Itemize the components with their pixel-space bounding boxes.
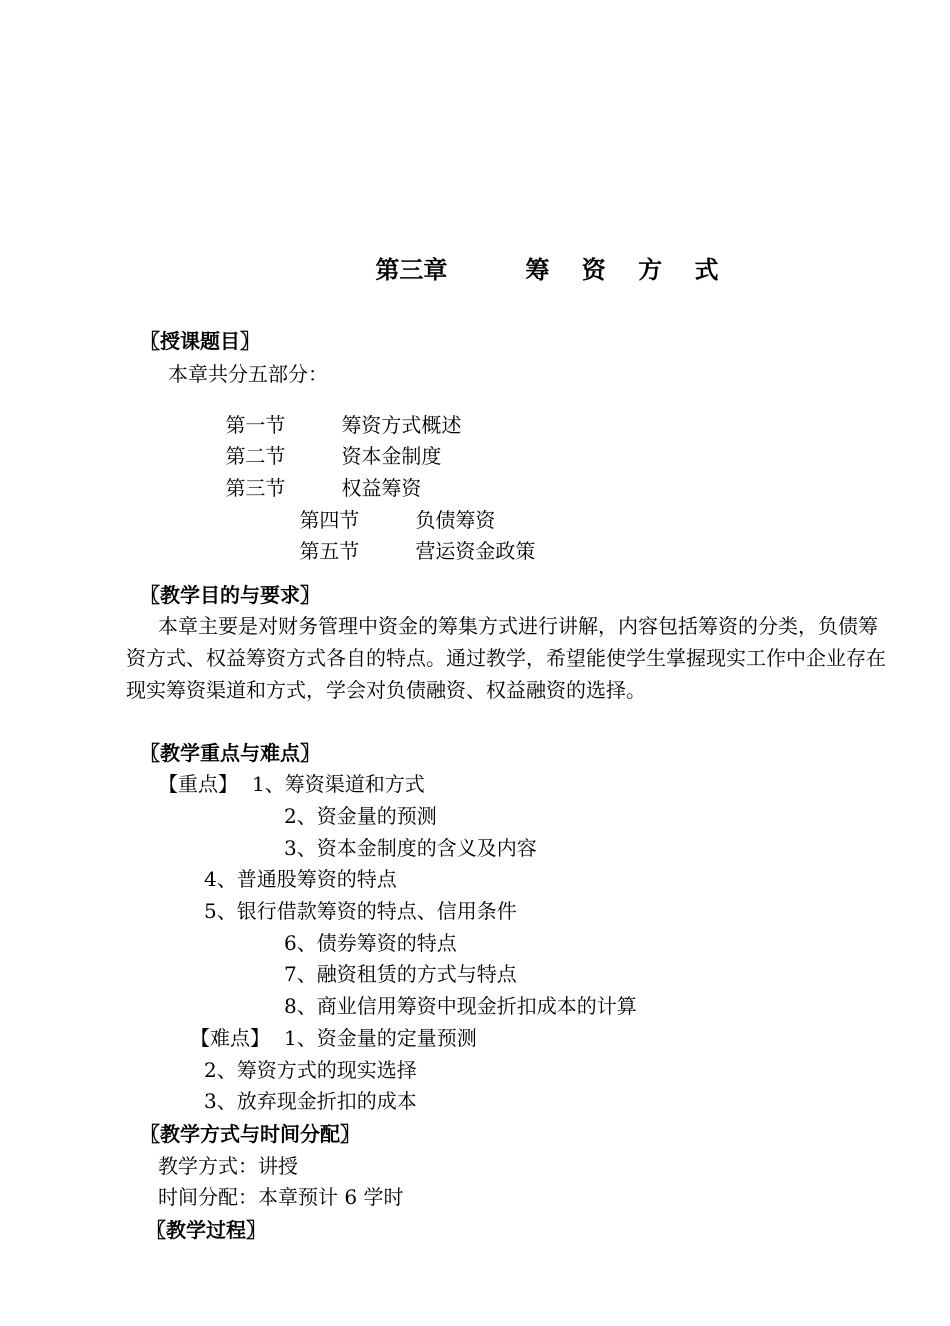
objectives-text: 本章主要是对财务管理中资金的筹集方式进行讲解，内容包括筹资的分类，负债筹资方式、权益筹资方式各自的特点。通过教学，希望能使学生掌握现实工作中企业存在现实筹资渠道和方式，学会对负债融资、权益融资的选择。 — [126, 614, 886, 702]
topic-item-name: 营运资金政策 — [415, 539, 536, 563]
difficult-label: 【难点】 — [190, 1026, 270, 1050]
objectives-paragraph — [126, 610, 886, 706]
topic-item-num: 第三节 — [225, 476, 286, 500]
key-point: 5、银行借款筹资的特点、信用条件 — [204, 899, 517, 923]
chapter-name: 筹 资 方 式 — [525, 255, 731, 284]
topic-item-num: 第四节 — [299, 508, 360, 532]
difficult-point: 3、放弃现金折扣的成本 — [204, 1089, 417, 1113]
topic-item-num: 第二节 — [225, 444, 286, 468]
key-point: 7、融资租赁的方式与特点 — [284, 962, 517, 986]
topic-intro: 本章共分五部分： — [168, 362, 328, 386]
key-point: 4、普通股筹资的特点 — [204, 867, 397, 891]
key-point: 8、商业信用筹资中现金折扣成本的计算 — [284, 994, 637, 1018]
section-heading-focus: 〖教学重点与难点〗 — [140, 741, 320, 765]
method-line: 教学方式：讲授 — [158, 1154, 298, 1178]
section-heading-process: 〖教学过程〗 — [146, 1218, 266, 1242]
topic-item-name: 筹资方式概述 — [341, 413, 462, 437]
chapter-label: 第三章 — [375, 255, 448, 284]
difficult-point: 1、资金量的定量预测 — [284, 1026, 477, 1050]
key-point: 3、资本金制度的含义及内容 — [284, 836, 537, 860]
chapter-title — [342, 234, 731, 306]
difficult-point: 2、筹资方式的现实选择 — [204, 1058, 417, 1082]
key-point: 2、资金量的预测 — [284, 804, 437, 828]
time-line: 时间分配：本章预计 6 学时 — [158, 1185, 404, 1209]
key-point: 1、筹资渠道和方式 — [252, 772, 425, 796]
topic-item-num: 第五节 — [299, 539, 360, 563]
topic-item-name: 资本金制度 — [341, 444, 442, 468]
topic-item-name: 权益筹资 — [341, 476, 422, 500]
key-label: 【重点】 — [158, 772, 238, 796]
section-heading-objectives: 〖教学目的与要求〗 — [140, 583, 320, 607]
topic-item — [274, 521, 535, 581]
section-heading-topic: 〖授课题目〗 — [140, 329, 260, 353]
key-point: 6、债券筹资的特点 — [284, 931, 457, 955]
topic-item-num: 第一节 — [225, 413, 286, 437]
section-heading-method: 〖教学方式与时间分配〗 — [140, 1122, 360, 1146]
topic-item-name: 负债筹资 — [415, 508, 496, 532]
